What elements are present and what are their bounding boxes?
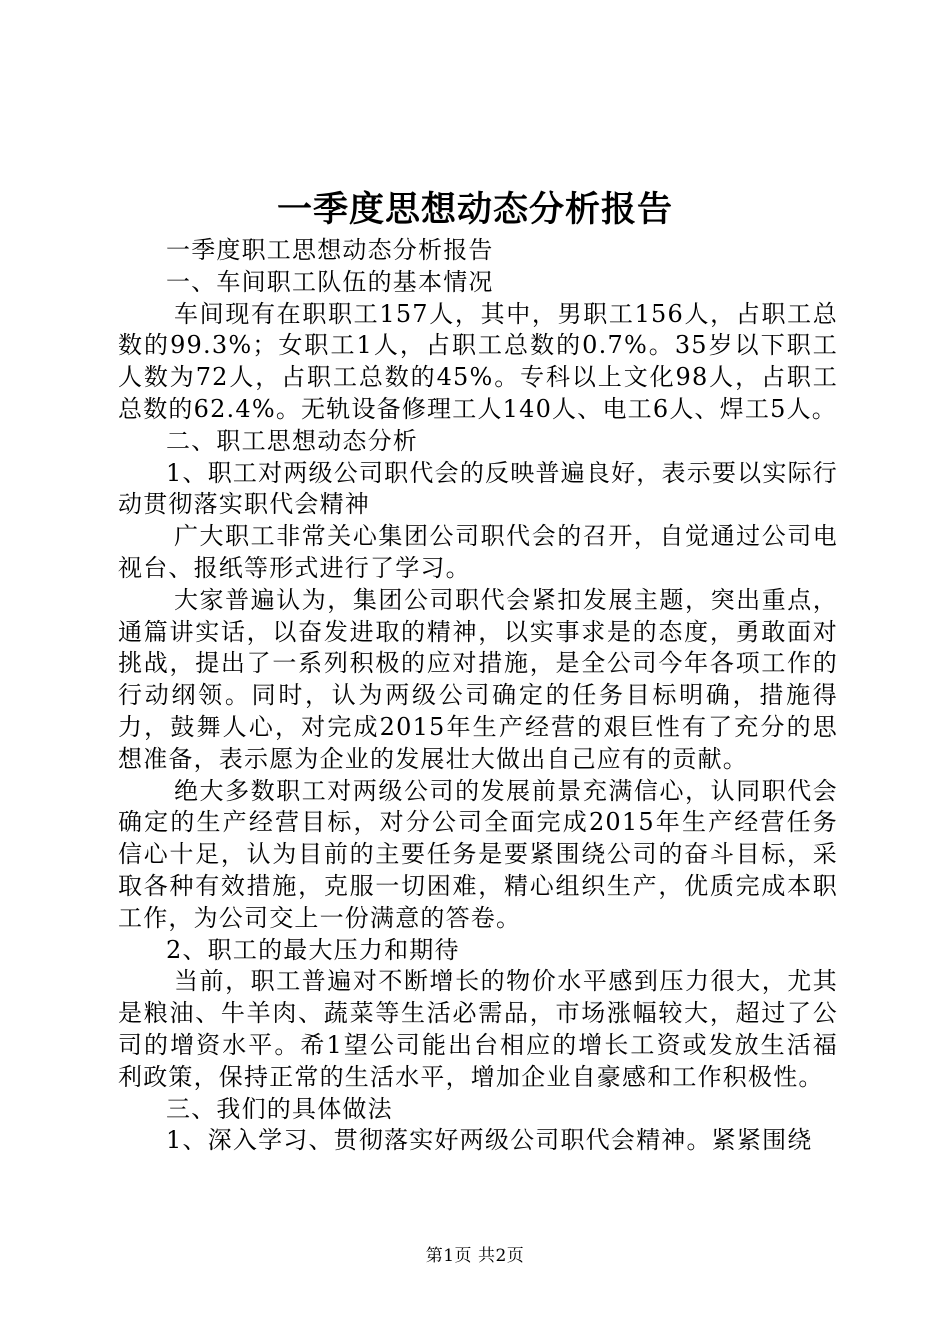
heading-section-1: 一、车间职工队伍的基本情况: [166, 267, 494, 296]
paragraph-study: 广大职工非常关心集团公司职代会的召开，自觉通过公司电视台、报纸等形式进行了学习。: [118, 522, 838, 582]
paragraph-subtitle: 一季度职工思想动态分析报告: [166, 236, 494, 264]
paragraph-consensus: 大家普遍认为，集团公司职代会紧扣发展主题，突出重点，通篇讲实话，以奋发进取的精神，以实事求是的态度，勇敢面对挑战，提出了一系列积极的应对措施，是全公司今年各项工作的行动纲领。同时，认为两级公司确定的任务目标明确，措施得力，鼓舞人心，对完成2015年生产经营的艰巨性有了充分的思想准备，表示愿为企业的发展壮大做出自己应有的贡献。: [118, 585, 838, 773]
heading-section-2: 二、职工思想动态分析: [166, 426, 418, 455]
paragraph-practice-1: 1、深入学习、贯彻落实好两级公司职代会精神。紧紧围绕: [166, 1126, 813, 1155]
document-body: [118, 235, 838, 1157]
heading-subsection-1: 1、职工对两级公司职代会的反映普遍良好，表示要以实际行动贯彻落实职代会精神: [118, 458, 838, 519]
document-title: 一季度思想动态分析报告: [276, 189, 673, 230]
paragraph-pressure: 当前，职工普遍对不断增长的物价水平感到压力很大，尤其是粮油、牛羊肉、蔬菜等生活必需品，市场涨幅较大，超过了公司的增资水平。希1望公司能出台相应的增长工资或发放生活福利政策，保持正常的生活水平，增加企业自豪感和工作积极性。: [118, 967, 838, 1091]
paragraph-confidence: 绝大多数职工对两级公司的发展前景充满信心，认同职代会确定的生产经营目标，对分公司全面完成2015年生产经营任务信心十足，认为目前的主要任务是要紧围绕公司的奋斗目标，采取各种有效措施，克服一切困难，精心组织生产，优质完成本职工作，为公司交上一份满意的答卷。: [118, 776, 838, 932]
page-footer: 第1页 共2页: [425, 1246, 525, 1266]
heading-section-3: 三、我们的具体做法: [166, 1094, 393, 1123]
heading-subsection-2: 2、职工的最大压力和期待: [166, 935, 460, 964]
paragraph-workforce-stats: 车间现有在职职工157人，其中，男职工156人，占职工总数的99.3%；女职工1人，占职工总数的0.7%。35岁以下职工人数为72人，占职工总数的45%。专科以上文化98人，占职工总数的62.4%。无轨设备修理工人140人、电工6人、焊工5人。: [118, 299, 838, 423]
